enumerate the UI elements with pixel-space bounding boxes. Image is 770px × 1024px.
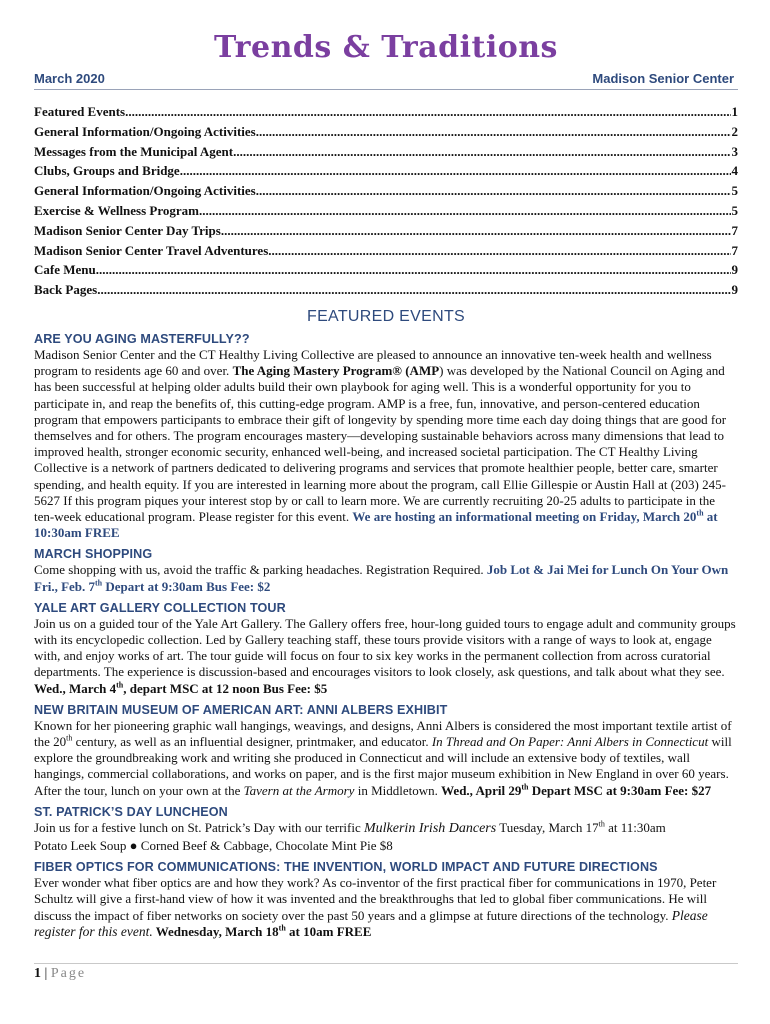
event-description [34,718,738,799]
body-text: Ever wonder what fiber optics are and how they work? As co-inventor of the first practical fiber for communications in 1970, Peter Schultz will give a first-hand view of how it was invented and the breakthroughs that led to global fiber communications. He will discuss the impact of fiber networks on society over the past 50 years and a glimpse at future directions of the technology. [34,875,717,923]
toc-label: General Information/Ongoing Activities [34,183,256,199]
event-title: NEW BRITAIN MUSEUM OF AMERICAN ART: ANNI ALBERS EXHIBIT [34,702,448,717]
toc-page-number: 9 [731,282,738,298]
toc-page-number: 2 [731,123,738,139]
event-description [34,820,738,837]
toc-label: General Information/Ongoing Activities [34,123,256,139]
ordinal-suffix: th [116,680,124,690]
page-label: Page [50,966,87,981]
event-description [34,875,738,940]
toc-page-number: 7 [731,242,738,258]
body-text: will explore the groundbreaking work and writing she produced in Connecticut and will include an extensive body of textiles, wall hangings, commercial collaborations, and works on paper, and is the first major museum exhibition in New England in over 60 years. After the tour, lunch on your own at the [34,734,732,798]
toc-label: Messages from the Municipal Agent [34,143,234,159]
toc-entry [34,221,738,241]
registration-note: Please register for this event. [34,907,708,939]
organization-name: Madison Senior Center [592,71,734,86]
toc-entry [34,201,738,221]
footer-separator: | [41,966,51,981]
issue-date: March 2020 [34,71,105,86]
event-description [34,347,738,541]
body-text: Known for her pioneering graphic wall hangings, weavings, and designs, Anni Albers is considered the most important textile artist of the 20 [34,717,732,750]
header-meta [34,71,738,90]
event-aging-mastery [34,332,738,541]
event-description [34,616,738,697]
toc-leader-dots [221,221,731,241]
program-name: The Aging Mastery Program® (AMP [232,363,440,379]
toc-entry [34,181,738,201]
event-st-patricks-luncheon [34,805,738,854]
body-text: Madison Senior Center and the CT Healthy Living Collective are pleased to announce an innovative ten-week health and wellness program to residents age 60 and over. [34,346,712,379]
toc-entry [34,260,738,280]
event-schedule: Job Lot & Jai Mei for Lunch On Your Own Fri., Feb. 7 [34,562,729,594]
toc-entry [34,280,738,300]
event-schedule: Wed., March 4 [34,680,117,696]
event-schedule-time: at 10am FREE [285,923,372,939]
table-of-contents [34,102,738,300]
ordinal-suffix: th [66,733,73,743]
toc-page-number: 5 [731,202,738,218]
toc-leader-dots [125,102,730,122]
toc-entry [34,241,738,261]
event-schedule-time: at 10:30am FREE [34,509,718,541]
newsletter-page [34,30,738,940]
event-title: MARCH SHOPPING [34,547,153,562]
toc-label: Clubs, Groups and Bridge [34,163,180,179]
body-text: in Middletown. [354,782,442,798]
toc-page-number: 1 [731,104,738,119]
body-text: Join us on a guided tour of the Yale Art Gallery. The Gallery offers free, hour-long guided tours to engage adult and community groups with its encyclopedic collection. Led by Gallery teaching staff, these tours provide visitors with a range of ways to look at, engage with, and enjoy works of art. The tour guide will focus on four to six key works in the permanent collection from across curatorial departments. The experience is discussion-based and encourages visitors to look closely, ask questions, and talk about what they see. [34,615,736,680]
toc-leader-dots [256,122,731,142]
body-text: Join us for a festive lunch on St. Patrick’s Day with our terrific [34,819,364,835]
toc-leader-dots [97,280,730,300]
event-schedule: We are hosting an informational meeting on Friday, March 20 [352,509,697,524]
restaurant-name: Tavern at the Armory [243,782,355,798]
toc-page-number: 5 [731,183,738,199]
event-schedule: Wed., April 29 [441,782,522,798]
event-title: FIBER OPTICS FOR COMMUNICATIONS: THE INVENTION, WORLD IMPACT AND FUTURE DIRECTIONS [34,860,658,875]
toc-label: Exercise & Wellness Program [34,202,200,218]
body-text: Tuesday, March 17 [496,819,599,835]
event-anni-albers [34,703,738,799]
event-fiber-optics [34,860,738,940]
toc-entry [34,122,738,142]
event-title: YALE ART GALLERY COLLECTION TOUR [34,600,286,615]
event-description [34,562,738,594]
newsletter-title: Trends & Traditions [214,30,558,65]
toc-page-number: 3 [731,143,738,159]
toc-leader-dots [180,161,731,181]
ordinal-suffix: th [598,819,605,829]
event-schedule: Wednesday, March 18 [152,923,279,939]
page-footer [34,963,738,982]
toc-label: Madison Senior Center Day Trips [34,222,221,238]
event-title: ST. PATRICK’S DAY LUNCHEON [34,804,228,819]
toc-leader-dots [256,181,731,201]
toc-leader-dots [96,260,731,280]
body-text: ) was developed by the National Council on Aging and has been successful at helping older adults build their own playbook for aging well. This is a wonderful opportunity for you to participate in, and reap the benefits of, this cutting-edge program. AMP is a free, fun, innovative, and person-centered education program that empowers participants to embrace their gift of longevity by spending more time each day doing things that are good for themselves and for others. The program encourages mastery—developing sustainable behaviors across many dimensions that lead to improved health, stronger economic security, enhanced well-being, and increased societal participation. The CT Healthy Living Collective is a network of partners dedicated to delivering programs and services that promote healthier people, better care, smarter spending, and health equity. If you are interested in learning more about the program, call Ellie Gillespie or Austin Hall at (203) 245-5627 If this program piques your interest stop by or call to learn more. We are currently recruiting 20-25 adults to participate in the ten-week educational program. Please register for this event. [34,363,727,524]
toc-page-number: 7 [731,222,738,238]
body-text: Come shopping with us, avoid the traffic & parking headaches. Registration Required. [34,562,487,578]
toc-page-number: 9 [731,262,738,278]
toc-label: Madison Senior Center Travel Adventures [34,242,269,258]
toc-label: Cafe Menu [34,262,96,278]
toc-label: Featured Events [34,104,126,119]
event-yale-art-gallery [34,601,738,697]
event-schedule-time: Depart MSC at 9:30am Fee: $27 [528,782,712,798]
body-text: at 11:30am [604,819,666,835]
ordinal-suffix: th [696,508,704,518]
ordinal-suffix: th [278,923,286,933]
ordinal-suffix: th [95,578,103,588]
toc-entry [34,102,738,122]
event-title: ARE YOU AGING MASTERFULLY?? [34,331,250,346]
body-text: century, as well as an influential designer, printmaker, and educator. [72,734,432,750]
toc-leader-dots [268,241,730,261]
luncheon-menu: Potato Leek Soup ● Corned Beef & Cabbage, Chocolate Mint Pie $8 [34,838,393,854]
ordinal-suffix: th [521,782,529,792]
page-number: 1 [34,966,41,981]
featured-events-heading: FEATURED EVENTS [307,307,465,325]
toc-leader-dots [199,201,730,221]
toc-leader-dots [233,142,730,162]
performer-name: Mulkerin Irish Dancers [364,820,497,836]
event-march-shopping [34,547,738,594]
toc-entry [34,142,738,162]
exhibit-name: In Thread and On Paper: Anni Albers in Connecticut [431,734,709,750]
toc-page-number: 4 [731,163,738,179]
toc-label: Back Pages [34,282,98,298]
event-schedule-time: Depart at 9:30am Bus Fee: $2 [102,578,271,594]
event-schedule-time: , depart MSC at 12 noon Bus Fee: $5 [123,680,328,696]
toc-entry [34,161,738,181]
